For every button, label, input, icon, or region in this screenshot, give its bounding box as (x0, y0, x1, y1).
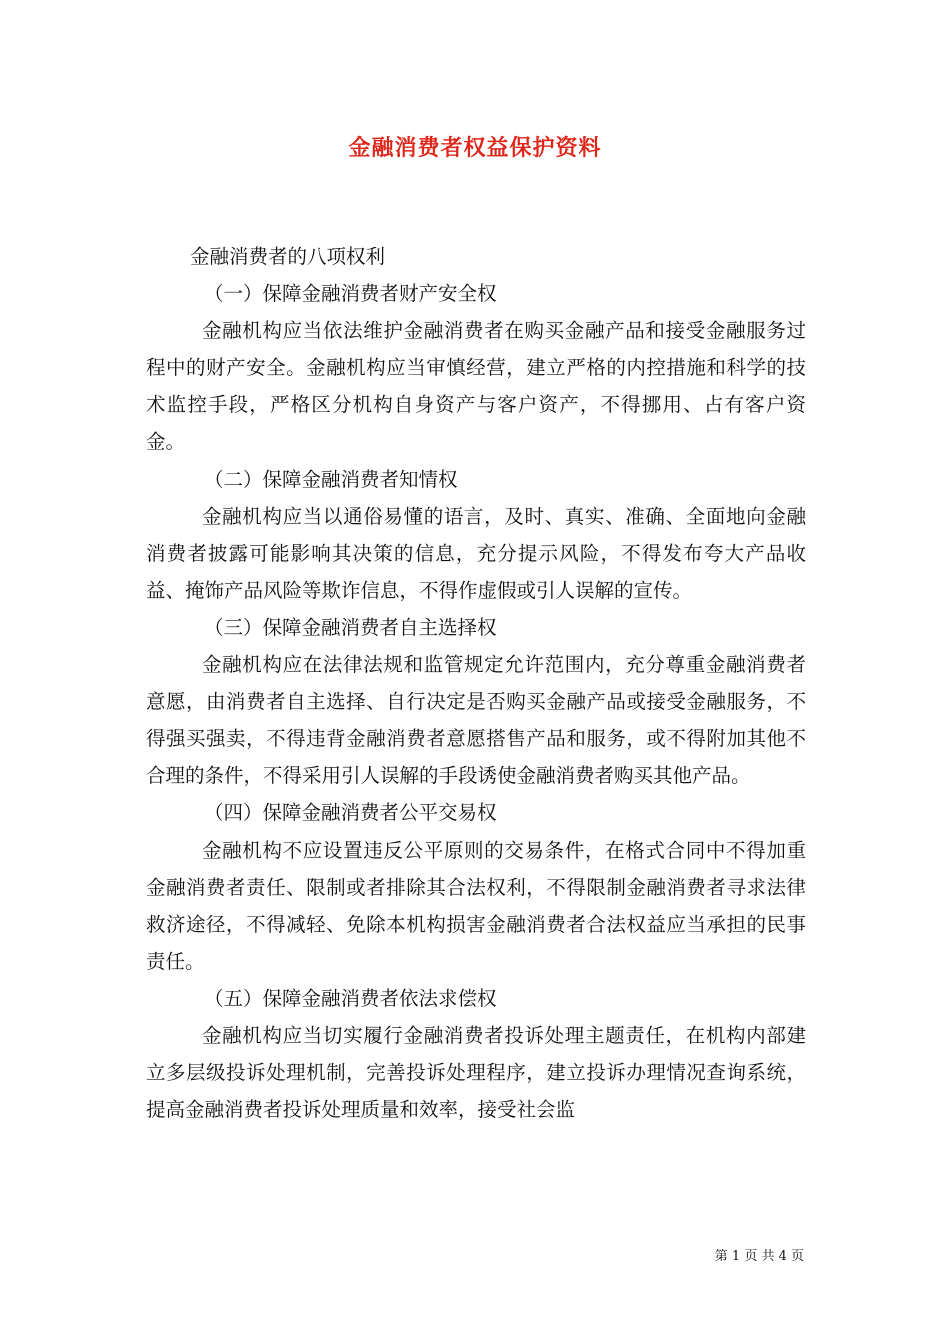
section-heading: （四）保障金融消费者公平交易权 (204, 801, 497, 825)
document-body (146, 238, 806, 1128)
section-paragraph: 金融机构不应设置违反公平原则的交易条件，在格式合同中不得加重金融消费者责任、限制或者排除其合法权利，不得限制金融消费者寻求法律救济途径，不得减轻、免除本机构损害金融消费者合法权益应当承担的民事责任。 (146, 838, 806, 973)
section-heading: （三）保障金融消费者自主选择权 (204, 615, 497, 639)
section-paragraph: 金融机构应当以通俗易懂的语言，及时、真实、准确、全面地向金融消费者披露可能影响其决策的信息，充分提示风险，不得发布夸大产品收益、掩饰产品风险等欺诈信息，不得作虚假或引人误解的宣传。 (146, 504, 806, 602)
section-heading: （一）保障金融消费者财产安全权 (204, 282, 497, 306)
section-heading: （二）保障金融消费者知情权 (204, 467, 458, 491)
section-paragraph: 金融机构应当依法维护金融消费者在购买金融产品和接受金融服务过程中的财产安全。金融机构应当审慎经营，建立严格的内控措施和科学的技术监控手段，严格区分机构自身资产与客户资产，不得挪用、占有客户资金。 (146, 319, 806, 454)
document-title: 金融消费者权益保护资料 (348, 135, 602, 161)
page-number-footer: 第 1 页 共 4 页 (714, 1249, 804, 1264)
section-paragraph: 金融机构应在法律法规和监管规定允许范围内，充分尊重金融消费者意愿，由消费者自主选择、自行决定是否购买金融产品或接受金融服务，不得强买强卖，不得违背金融消费者意愿搭售产品和服务，或不得附加其他不合理的条件，不得采用引人误解的手段诱使金融消费者购买其他产品。 (146, 653, 806, 788)
intro-line: 金融消费者的八项权利 (190, 245, 386, 268)
section-paragraph: 金融机构应当切实履行金融消费者投诉处理主题责任，在机构内部建立多层级投诉处理机制，完善投诉处理程序，建立投诉办理情况查询系统，提高金融消费者投诉处理质量和效率，接受社会监 (146, 1023, 806, 1122)
section-heading: （五）保障金融消费者依法求偿权 (204, 986, 497, 1010)
